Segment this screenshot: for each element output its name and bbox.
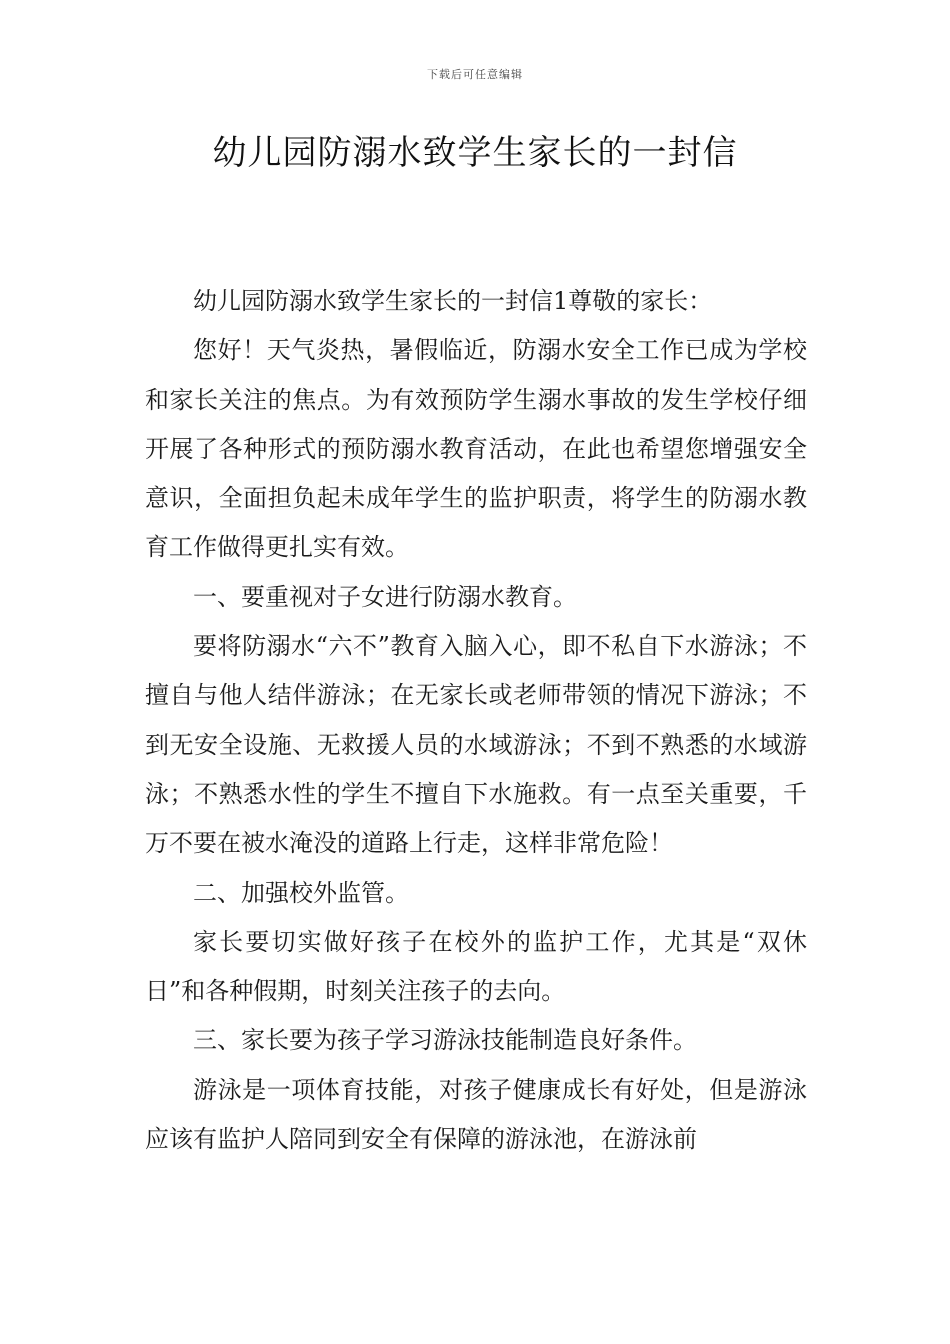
paragraph-section-1: 要将防溺水“六不”教育入脑入心，即不私自下水游泳；不擅自与他人结伴游泳；在无家长或老师带领的情况下游泳；不到无安全设施、无救援人员的水域游泳；不到不熟悉的水域游泳；不熟悉水性的学生不擅自下水施救。有一点至关重要，千万不要在被水淹没的道路上行走，这样非常危险！	[145, 632, 807, 858]
document-title: 幼儿园防溺水致学生家长的一封信	[212, 133, 738, 173]
section-heading-2: 二、加强校外监管。	[193, 878, 409, 907]
paragraph-section-2: 家长要切实做好孩子在校外的监护工作，尤其是“双休日”和各种假期，时刻关注孩子的去向。	[145, 927, 807, 1006]
paragraph-section-3: 游泳是一项体育技能，对孩子健康成长有好处，但是游泳应该有监护人陪同到安全有保障的游泳池，在游泳前	[145, 1075, 807, 1154]
section-heading-3: 三、家长要为孩子学习游泳技能制造良好条件。	[193, 1026, 697, 1055]
section-heading-1: 一、要重视对子女进行防溺水教育。	[193, 582, 577, 611]
paragraph-intro: 您好！天气炎热，暑假临近，防溺水安全工作已成为学校和家长关注的焦点。为有效预防学生溺水事故的发生学校仔细开展了各种形式的预防溺水教育活动，在此也希望您增强安全意识，全面担负起未成年学生的监护职责，将学生的防溺水教育工作做得更扎实有效。	[145, 336, 807, 562]
paragraph-greeting: 幼儿园防溺水致学生家长的一封信1尊敬的家长：	[193, 287, 713, 315]
document-body	[145, 277, 807, 1164]
header-note: 下载后可任意编辑	[427, 68, 523, 81]
